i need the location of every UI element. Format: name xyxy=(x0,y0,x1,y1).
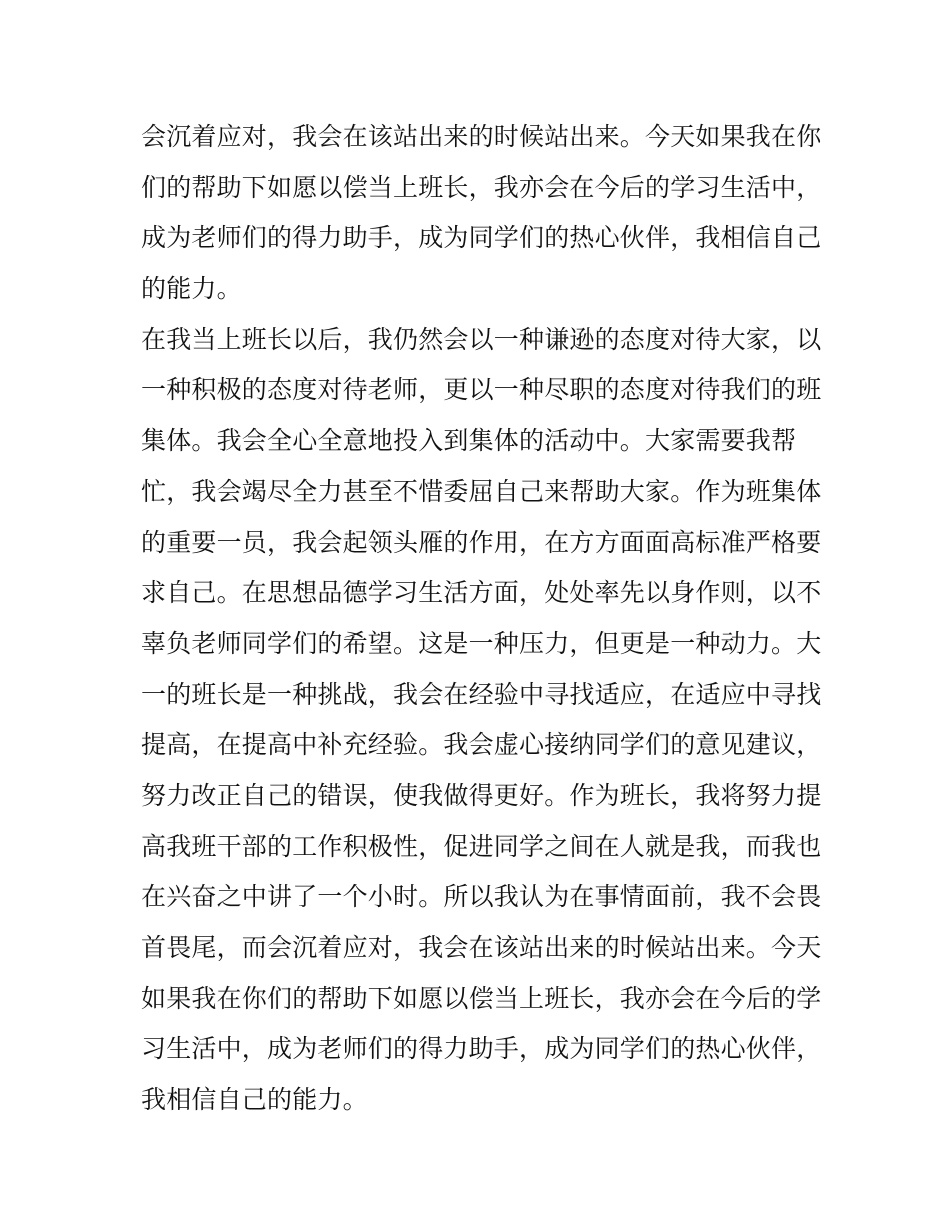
text-line: 的重要一员，我会起领头雁的作用，在方方面面高标准严格要 xyxy=(141,527,822,557)
text-line: 如果我在你们的帮助下如愿以偿当上班长，我亦会在今后的学 xyxy=(141,983,822,1013)
text-line: 会沉着应对，我会在该站出来的时候站出来。今天如果我在你 xyxy=(141,122,822,151)
text-line: 求自己。在思想品德学习生活方面，处处率先以身作则，以不 xyxy=(141,578,822,608)
text-line: 高我班干部的工作积极性，促进同学之间在人就是我，而我也 xyxy=(141,831,822,861)
body-text xyxy=(141,112,831,1126)
text-line: 集体。我会全心全意地投入到集体的活动中。大家需要我帮 xyxy=(141,426,797,456)
text-line: 辜负老师同学们的希望。这是一种压力，但更是一种动力。大 xyxy=(141,628,822,658)
text-line: 在兴奋之中讲了一个小时。所以我认为在事情面前，我不会畏 xyxy=(141,882,822,912)
text-line: 首畏尾，而会沉着应对，我会在该站出来的时候站出来。今天 xyxy=(141,933,822,962)
text-line: 成为老师们的得力助手，成为同学们的热心伙伴，我相信自己 xyxy=(141,223,822,253)
text-line: 的能力。 xyxy=(141,274,242,304)
text-line: 在我当上班长以后，我仍然会以一种谦逊的态度对待大家，以 xyxy=(141,324,822,354)
text-line: 忙，我会竭尽全力甚至不惜委屈自己来帮助大家。作为班集体 xyxy=(141,476,822,506)
text-line: 提高，在提高中补充经验。我会虚心接纳同学们的意见建议， xyxy=(141,730,822,760)
text-line: 习生活中，成为老师们的得力助手，成为同学们的热心伙伴， xyxy=(141,1034,822,1064)
text-line: 一的班长是一种挑战，我会在经验中寻找适应，在适应中寻找 xyxy=(141,679,822,709)
text-line: 努力改正自己的错误，使我做得更好。作为班长，我将努力提 xyxy=(141,780,822,810)
text-line: 一种积极的态度对待老师，更以一种尽职的态度对待我们的班 xyxy=(141,375,822,405)
text-line: 我相信自己的能力。 xyxy=(141,1085,368,1115)
text-line: 们的帮助下如愿以偿当上班长，我亦会在今后的学习生活中， xyxy=(141,172,822,202)
